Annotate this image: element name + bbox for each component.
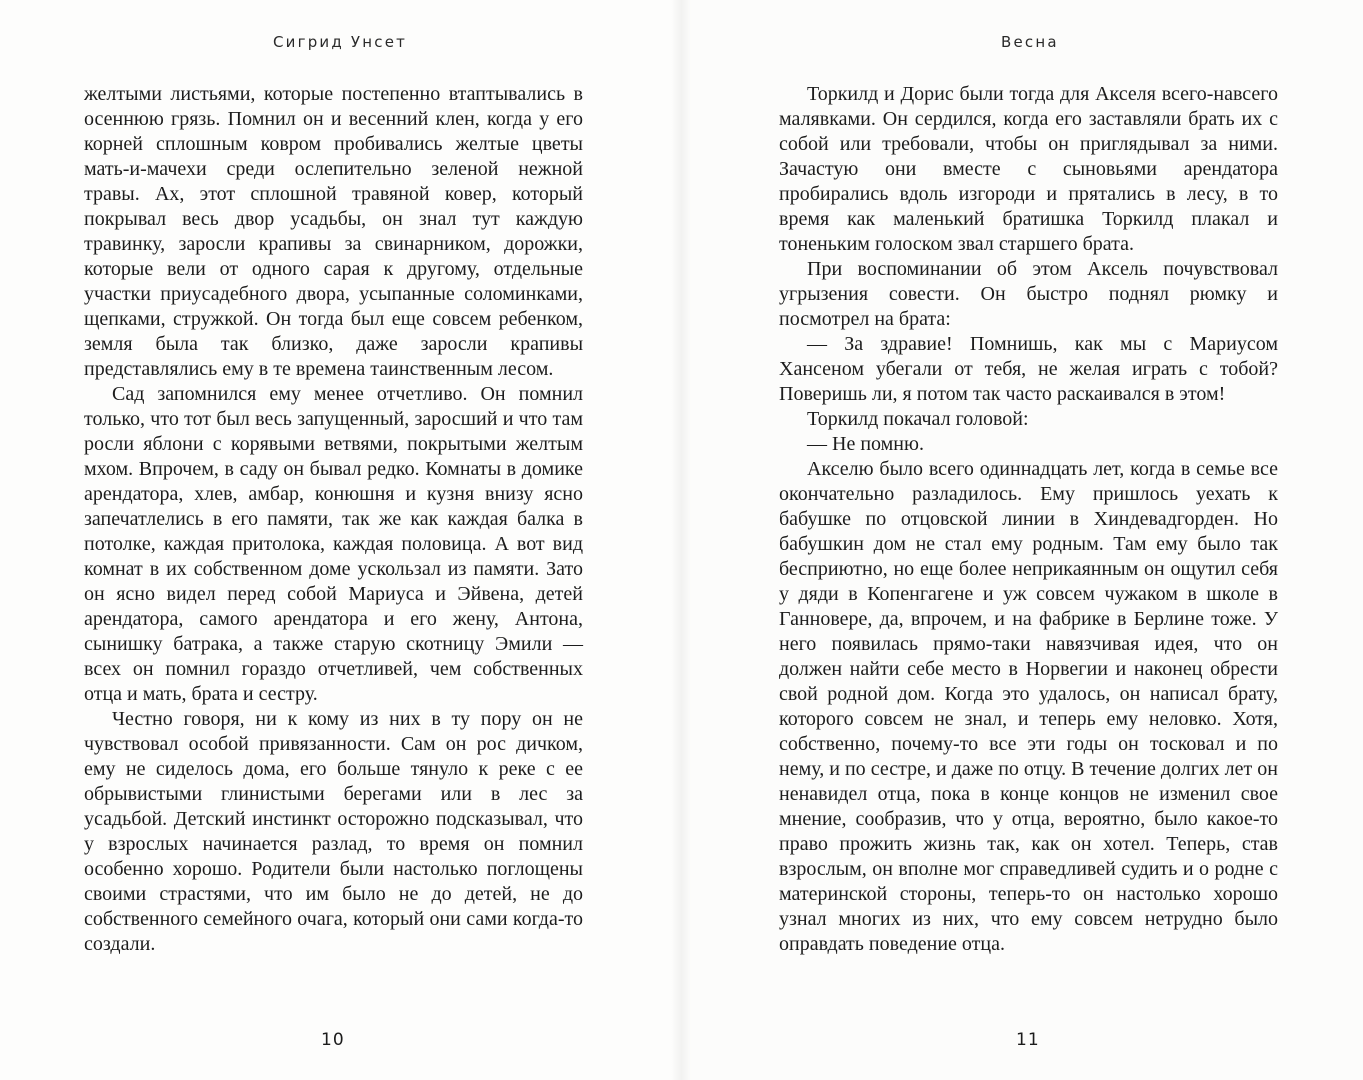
left-page (0, 0, 681, 1080)
right-running-head: Весна (1001, 33, 1059, 51)
paragraph: Честно говоря, ни к кому из них в ту пору он не чувствовал особой привязанности. Сам он рос дичком, ему не сиделось дома, его больше тянуло к реке с ее обрывистыми глинистыми берегами или в лес за усадьбой. Детский инстинкт осторожно подсказывал, что у взрослых начинается разлад, то время он помнил особенно хорошо. Родители были настолько поглощены своими страстями, что им было не до детей, не до собственного семейного очага, который они сами когда-то создали. (84, 708, 583, 955)
left-running-head: Сигрид Унсет (273, 33, 408, 51)
paragraph: Акселю было всего одиннадцать лет, когда в семье все окончательно разладилось. Ему пришлось уехать к бабушке по отцовской линии в Хиндевадгорден. Но бабушкин дом не стал ему родным. Там ему было так бесприютно, но еще более неприкаянным он ощутил себя у дяди в Копенгагене и уж совсем чужаком в школе в Ганновере, да, впрочем, и на фабрике в Берлине тоже. У него появилась прямо-таки навязчивая идея, что он должен найти себе место в Норвегии и наконец обрести свой родной дом. Когда это удалось, он написал брату, которого совсем не знал, и теперь ему неловко. Хотя, собственно, почему-то все эти годы он тосковал и по нему, и по сестре, и даже по отцу. В течение долгих лет он ненавидел отца, пока в конце концов не изменил свое мнение, сообразив, что у отца, вероятно, было какое-то право прожить жизнь так, как он хотел. Теперь, став взрослым, он вполне мог справедливей судить и о родне с материнской стороны, теперь-то он настолько хорошо узнал многих из них, что ему совсем нетрудно было оправдать поведение отца. (779, 458, 1278, 955)
paragraph: Сад запомнился ему менее отчетливо. Он помнил только, что тот был весь запущенный, заросший и что там росли яблони с корявыми ветвями, покрытыми желтым мхом. Впрочем, в саду он бывал редко. Комнаты в домике арендатора, хлев, амбар, конюшня и кузня внизу ясно запечатлелись в его памяти, так же как каждая балка в потолке, каждая притолока, каждая половица. А вот вид комнат в их собственном доме ускользал из памяти. Зато он ясно видел перед собой Мариуса и Эйвена, детей арендатора, самого арендатора и его жену, Антона, сынишку батрака, а также старую скотницу Эмили — всех он помнил гораздо отчетливей, чем собственных отца и мать, брата и сестру. (84, 383, 583, 705)
left-page-number: 10 (321, 1030, 345, 1050)
paragraph: — Не помню. (807, 433, 924, 455)
paragraph: — За здравие! Помнишь, как мы с Мариусом Хансеном убегали от тебя, не желая играть с тобой? Поверишь ли, я потом так часто раскаивался в этом! (779, 333, 1278, 405)
right-page (681, 0, 1363, 1080)
right-page-text (779, 82, 1278, 957)
paragraph: Торкилд покачал головой: (807, 408, 1029, 430)
paragraph: желтыми листьями, которые постепенно втаптывались в осеннюю грязь. Помнил он и весенний клен, когда у его корней сплошным ковром пробивались желтые цветы мать-и-мачехи среди ослепительно зеленой нежной травы. Ах, этот сплошной травяной ковер, который покрывал весь двор усадьбы, он знал тут каждую травинку, заросли крапивы за свинарником, дорожки, которые вели от одного сарая к другому, отдельные участки приусадебного двора, усыпанные соломинками, щепками, стружкой. Он тогда был еще совсем ребенком, земля была так близко, даже заросли крапивы представлялись ему в те времена таинственным лесом. (84, 83, 583, 380)
paragraph: При воспоминании об этом Аксель почувствовал угрызения совести. Он быстро поднял рюмку и посмотрел на брата: (779, 258, 1278, 330)
left-page-text (84, 82, 583, 957)
book-gutter-shadow (671, 0, 691, 1080)
right-page-number: 11 (1016, 1030, 1040, 1050)
paragraph: Торкилд и Дорис были тогда для Акселя всего-навсего малявками. Он сердился, когда его заставляли брать их с собой или требовали, чтобы он приглядывал за ними. Зачастую они вместе с сыновьями арендатора пробирались вдоль изгороди и прятались в лесу, в то время как маленький братишка Торкилд плакал и тоненьким голоском звал старшего брата. (779, 83, 1278, 255)
